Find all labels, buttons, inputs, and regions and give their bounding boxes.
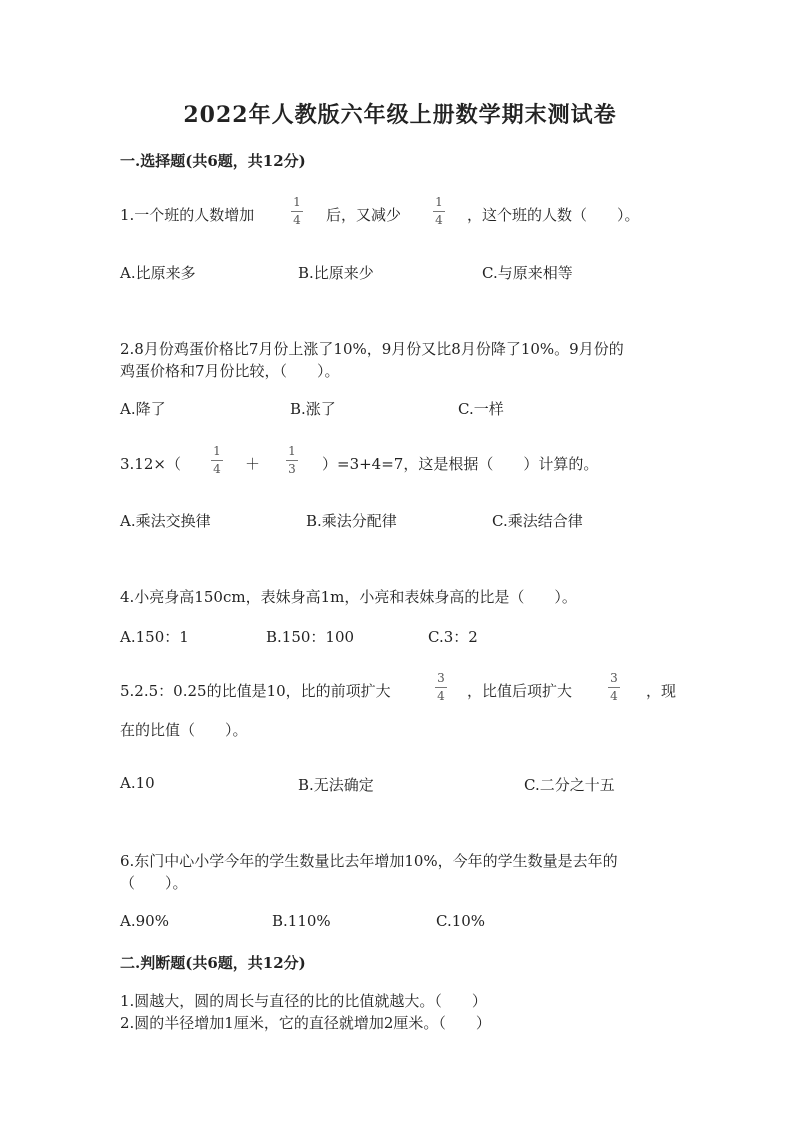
fraction-denominator: 3: [288, 462, 296, 476]
question-1-fraction-1: [291, 196, 303, 227]
question-4-option-b[interactable]: B.150：100: [266, 628, 355, 646]
question-1-part2: 后，又减少: [326, 206, 402, 224]
question-6-option-c[interactable]: C.10%: [436, 912, 486, 930]
fraction-numerator: 1: [288, 444, 296, 458]
question-1-option-c[interactable]: C.与原来相等: [482, 264, 573, 282]
question-2-option-b[interactable]: B.涨了: [290, 400, 336, 418]
question-4-option-a[interactable]: A.150：1: [120, 628, 189, 646]
question-3-plus: ＋: [245, 455, 261, 473]
fraction-bar: [286, 460, 298, 461]
question-3-part2: ）=3+4=7，这是根据（ ）计算的。: [322, 455, 599, 473]
question-1-option-a[interactable]: A.比原来多: [120, 264, 196, 282]
fraction-bar: [435, 687, 447, 688]
question-3-option-a[interactable]: A.乘法交换律: [120, 512, 211, 530]
fraction-numerator: 1: [213, 444, 221, 458]
question-6-line1: 6.东门中心小学今年的学生数量比去年增加10%，今年的学生数量是去年的: [120, 852, 618, 870]
question-1-option-b[interactable]: B.比原来少: [298, 264, 374, 282]
fraction-denominator: 4: [213, 462, 221, 476]
question-2-option-c[interactable]: C.一样: [458, 400, 504, 418]
question-3-part1: 3.12×（: [120, 455, 181, 473]
question-3-option-b[interactable]: B.乘法分配律: [306, 512, 397, 530]
question-2-option-a[interactable]: A.降了: [120, 400, 166, 418]
fraction-numerator: 1: [293, 195, 301, 209]
section-heading-judgement: 二.判断题(共6题，共12分): [120, 954, 306, 972]
fraction-bar: [291, 211, 303, 212]
judgement-question-1: 1.圆越大，圆的周长与直径的比的比值就越大。（ ）: [120, 992, 487, 1010]
question-5-option-b[interactable]: B.无法确定: [298, 776, 374, 794]
question-5-part1: 5.2.5：0.25的比值是10，比的前项扩大: [120, 682, 391, 700]
judgement-question-2: 2.圆的半径增加1厘米，它的直径就增加2厘米。（ ）: [120, 1014, 491, 1032]
fraction-numerator: 1: [435, 195, 443, 209]
question-2-line1: 2.8月份鸡蛋价格比7月份上涨了10%，9月份又比8月份降了10%。9月份的: [120, 340, 624, 358]
fraction-numerator: 3: [437, 671, 445, 685]
fraction-denominator: 4: [610, 689, 618, 703]
section-heading-choice: 一.选择题(共6题，共12分): [120, 152, 306, 170]
fraction-denominator: 4: [437, 689, 445, 703]
question-5-part3: ，现: [646, 682, 677, 700]
question-1-part1: 1.一个班的人数增加: [120, 206, 255, 224]
question-3-option-c[interactable]: C.乘法结合律: [492, 512, 583, 530]
question-5-fraction-1: [435, 672, 447, 703]
question-6-option-a[interactable]: A.90%: [120, 912, 169, 930]
question-3-fraction-2: [286, 445, 298, 476]
question-5-option-a[interactable]: A.10: [120, 774, 155, 792]
question-1-part3: ，这个班的人数（ ）。: [467, 206, 640, 224]
fraction-denominator: 4: [293, 213, 301, 227]
question-6-line2: （ ）。: [120, 874, 188, 892]
question-5-option-c[interactable]: C.二分之十五: [524, 776, 615, 794]
question-6-option-b[interactable]: B.110%: [272, 912, 331, 930]
fraction-denominator: 4: [435, 213, 443, 227]
question-4-text: 4.小亮身高150cm，表妹身高1m，小亮和表妹身高的比是（ ）。: [120, 588, 577, 606]
fraction-numerator: 3: [610, 671, 618, 685]
page-title: 2022年人教版六年级上册数学期末测试卷: [183, 102, 617, 128]
question-3-fraction-1: [211, 445, 223, 476]
fraction-bar: [433, 211, 445, 212]
question-5-fraction-2: [608, 672, 620, 703]
fraction-bar: [608, 687, 620, 688]
question-2-line2: 鸡蛋价格和7月份比较，（ ）。: [120, 362, 340, 380]
question-5-line2: 在的比值（ ）。: [120, 721, 248, 739]
question-1-fraction-2: [433, 196, 445, 227]
question-4-option-c[interactable]: C.3：2: [428, 628, 478, 646]
question-5-part2: ，比值后项扩大: [467, 682, 573, 700]
fraction-bar: [211, 460, 223, 461]
